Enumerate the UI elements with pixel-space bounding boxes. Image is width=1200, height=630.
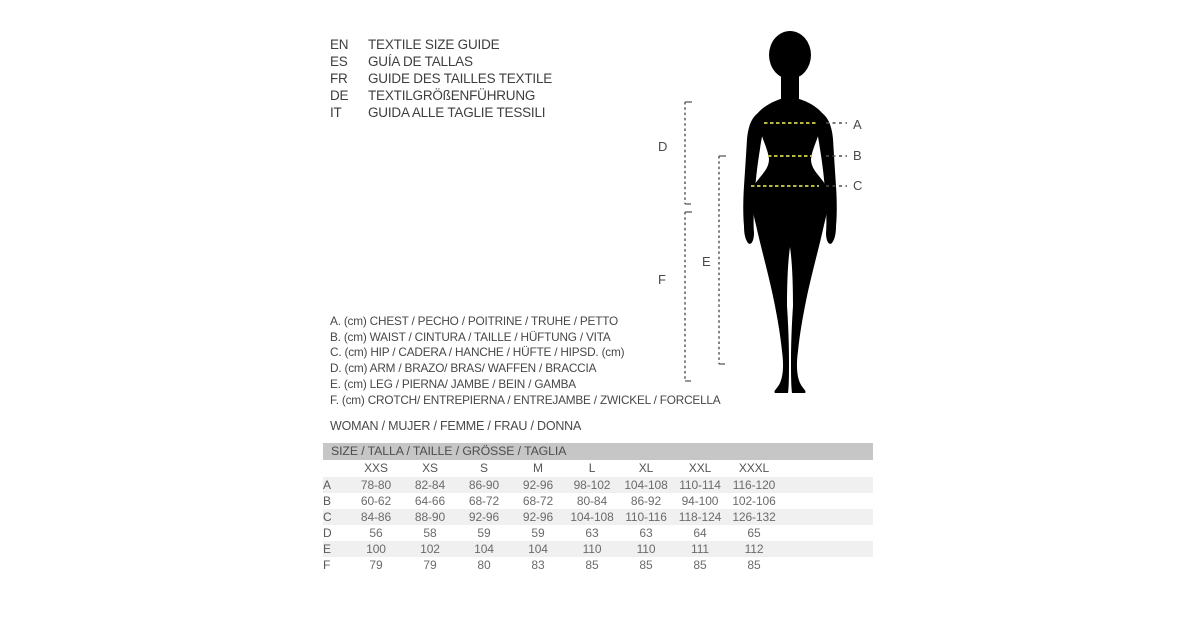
silhouette-neck bbox=[781, 68, 799, 100]
column-header-xxl: XXL bbox=[688, 461, 712, 475]
table-cell: 111 bbox=[691, 542, 709, 556]
table-row-a bbox=[323, 477, 873, 493]
marker-label-d: D bbox=[658, 139, 668, 154]
table-cell: 64 bbox=[693, 526, 707, 540]
size-table-header-row bbox=[323, 460, 873, 477]
table-cell: 86-90 bbox=[468, 478, 500, 492]
table-cell: 63 bbox=[639, 526, 653, 540]
table-cell: 110-116 bbox=[625, 510, 667, 524]
language-row-es bbox=[330, 53, 552, 70]
table-cell: 65 bbox=[747, 526, 761, 540]
language-code-es: ES bbox=[330, 54, 348, 69]
language-code-it: IT bbox=[330, 105, 342, 120]
measurement-legend bbox=[330, 314, 720, 408]
table-cell: 112 bbox=[744, 542, 764, 556]
table-cell: 92-96 bbox=[522, 478, 554, 492]
row-label: E bbox=[323, 542, 331, 556]
column-header-s: S bbox=[480, 461, 488, 475]
table-cell: 104-108 bbox=[570, 510, 614, 524]
legend-line-chest: A. (cm) CHEST / PECHO / POITRINE / TRUHE / PETTO bbox=[330, 314, 618, 328]
corner-cell bbox=[323, 460, 349, 477]
table-cell: 94-100 bbox=[681, 494, 719, 508]
table-row-b bbox=[323, 493, 873, 509]
table-cell: 118-124 bbox=[678, 510, 722, 524]
legend-line-arm: D. (cm) ARM / BRAZO/ BRAS/ WAFFEN / BRACCIA bbox=[330, 361, 597, 376]
table-cell: 68-72 bbox=[522, 494, 554, 508]
language-title-en: TEXTILE SIZE GUIDE bbox=[368, 37, 500, 52]
table-cell: 88-90 bbox=[414, 510, 446, 524]
legend-line-crotch: F. (cm) CROTCH/ ENTREPIERNA / ENTREJAMBE / ZWICKEL / FORCELLA bbox=[330, 392, 721, 407]
silhouette-torso-legs bbox=[752, 97, 828, 393]
column-header-xl: XL bbox=[638, 461, 654, 475]
table-cell: 100 bbox=[366, 542, 386, 556]
language-code-fr: FR bbox=[330, 71, 348, 86]
table-cell: 104 bbox=[528, 542, 548, 556]
column-header-m: M bbox=[533, 461, 543, 475]
table-cell: 59 bbox=[477, 526, 491, 540]
table-cell: 83 bbox=[531, 558, 545, 572]
table-cell: 63 bbox=[585, 526, 599, 540]
table-row-e bbox=[323, 541, 873, 557]
table-cell: 78-80 bbox=[360, 478, 392, 492]
column-header-l: L bbox=[588, 461, 596, 475]
table-row-f bbox=[323, 557, 873, 573]
table-cell: 116-120 bbox=[732, 478, 776, 492]
table-cell: 58 bbox=[423, 526, 437, 540]
table-cell: 80 bbox=[477, 558, 491, 572]
legend-line-waist: B. (cm) WAIST / CINTURA / TAILLE / HÜFTUNG / VITA bbox=[330, 329, 611, 344]
table-cell: 82-84 bbox=[414, 478, 446, 492]
language-title-de: TEXTILGRÖßENFÜHRUNG bbox=[368, 88, 536, 103]
table-cell: 85 bbox=[693, 558, 707, 572]
table-cell: 64-66 bbox=[414, 494, 446, 508]
legend-line-hip: C. (cm) HIP / CADERA / HANCHE / HÜFTE / HIPSD. (cm) bbox=[330, 345, 625, 360]
column-header-xs: XS bbox=[422, 461, 438, 475]
language-title-es: GUÍA DE TALLAS bbox=[368, 54, 473, 69]
filler-cell bbox=[781, 460, 873, 477]
table-cell: 79 bbox=[423, 558, 437, 572]
table-row-d bbox=[323, 525, 873, 541]
table-cell: 56 bbox=[369, 526, 383, 540]
section-title: WOMAN / MUJER / FEMME / FRAU / DONNA bbox=[330, 419, 582, 433]
marker-label-a: A bbox=[853, 117, 862, 132]
language-row-en bbox=[330, 36, 552, 53]
marker-label-e: E bbox=[702, 254, 711, 269]
table-cell: 68-72 bbox=[468, 494, 500, 508]
language-row-fr bbox=[330, 70, 552, 87]
table-cell: 86-92 bbox=[630, 494, 662, 508]
table-cell: 59 bbox=[531, 526, 545, 540]
marker-label-b: B bbox=[853, 148, 862, 163]
filler-cell bbox=[781, 509, 873, 525]
row-label: F bbox=[323, 558, 331, 572]
filler-cell bbox=[781, 493, 873, 509]
filler-cell bbox=[781, 557, 873, 573]
table-cell: 85 bbox=[639, 558, 653, 572]
table-cell: 98-102 bbox=[573, 478, 611, 492]
table-cell: 104 bbox=[474, 542, 494, 556]
column-header-xxs: XXS bbox=[364, 461, 388, 475]
language-list bbox=[330, 36, 552, 121]
language-title-fr: GUIDE DES TAILLES TEXTILE bbox=[368, 71, 553, 86]
size-table bbox=[323, 443, 873, 573]
table-cell: 60-62 bbox=[360, 494, 392, 508]
table-cell: 126-132 bbox=[732, 510, 776, 524]
row-label: A bbox=[323, 478, 331, 492]
table-cell: 85 bbox=[747, 558, 761, 572]
size-table-title: SIZE / TALLA / TAILLE / GRÖSSE / TAGLIA bbox=[323, 443, 873, 460]
language-row-it bbox=[330, 104, 552, 121]
table-cell: 110 bbox=[636, 542, 656, 556]
table-cell: 104-108 bbox=[624, 478, 668, 492]
table-cell: 79 bbox=[369, 558, 383, 572]
table-cell: 102-106 bbox=[732, 494, 776, 508]
filler-cell bbox=[781, 525, 873, 541]
table-cell: 110-114 bbox=[679, 478, 721, 492]
size-table-title-row bbox=[323, 443, 873, 460]
language-row-de bbox=[330, 87, 552, 104]
table-cell: 110 bbox=[582, 542, 602, 556]
marker-label-f: F bbox=[658, 272, 666, 287]
row-label: B bbox=[323, 494, 331, 508]
filler-cell bbox=[781, 541, 873, 557]
table-cell: 85 bbox=[585, 558, 599, 572]
filler-cell bbox=[781, 477, 873, 493]
column-header-xxxl: XXXL bbox=[738, 461, 770, 475]
language-code-de: DE bbox=[330, 88, 349, 103]
table-row-c bbox=[323, 509, 873, 525]
table-cell: 92-96 bbox=[522, 510, 554, 524]
table-cell: 92-96 bbox=[468, 510, 500, 524]
marker-label-c: C bbox=[853, 178, 863, 193]
table-cell: 84-86 bbox=[360, 510, 392, 524]
table-cell: 102 bbox=[420, 542, 440, 556]
legend-line-leg: E. (cm) LEG / PIERNA/ JAMBE / BEIN / GAMBA bbox=[330, 376, 576, 391]
language-code-en: EN bbox=[330, 37, 349, 52]
table-cell: 80-84 bbox=[576, 494, 608, 508]
row-label: C bbox=[323, 510, 332, 524]
row-label: D bbox=[323, 526, 332, 540]
language-title-it: GUIDA ALLE TAGLIE TESSILI bbox=[368, 105, 546, 120]
